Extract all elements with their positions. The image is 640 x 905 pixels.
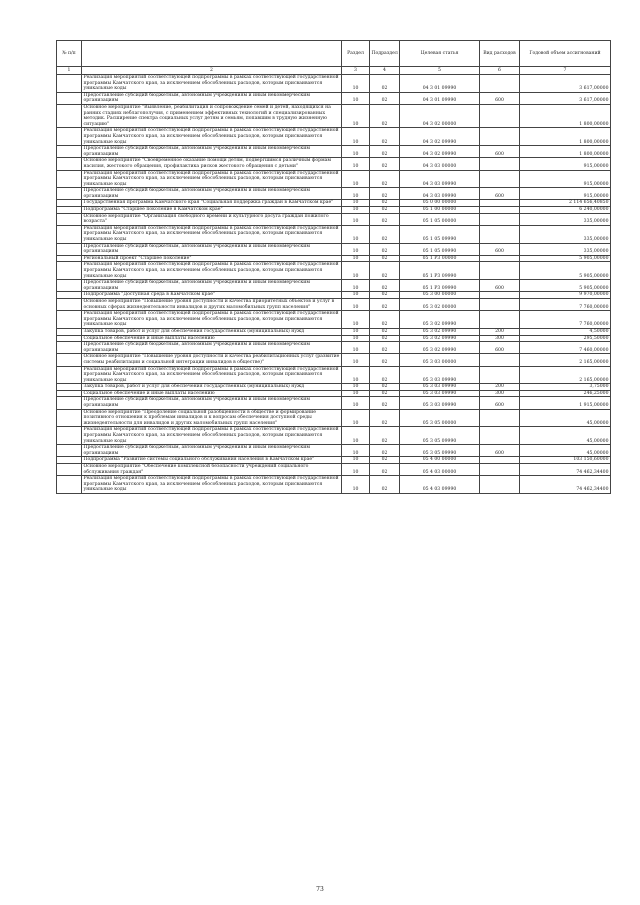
row-expense-type-cell <box>480 213 520 225</box>
column-number: 7 <box>520 67 611 75</box>
row-amount-cell: 4,50000 <box>520 328 611 335</box>
row-expense-type-cell: 600 <box>480 342 520 354</box>
row-number-cell <box>57 311 82 329</box>
page-number: 73 <box>316 886 324 893</box>
row-target-article-cell: 05 3 03 09990 <box>400 397 480 409</box>
row-section-cell: 10 <box>342 311 370 329</box>
row-number-cell <box>57 255 82 262</box>
row-number-cell <box>57 243 82 255</box>
row-expense-type-cell <box>480 476 520 494</box>
row-amount-cell: 335,00000 <box>520 213 611 225</box>
row-target-article-cell: 05 1 00 00000 <box>400 207 480 214</box>
table-row <box>57 225 611 243</box>
row-amount-cell: 915,00000 <box>520 170 611 188</box>
row-number-cell <box>57 213 82 225</box>
row-amount-cell: 74 462,34400 <box>520 464 611 476</box>
row-target-article-cell: 05 3 00 00000 <box>400 292 480 299</box>
row-section-cell: 10 <box>342 457 370 464</box>
row-section-cell: 10 <box>342 384 370 391</box>
row-name-cell: Государственная программа Камчатского края "Социальная поддержка граждан в Камчатском крае" <box>82 200 342 207</box>
row-section-cell: 10 <box>342 207 370 214</box>
row-target-article-cell: 05 3 03 09990 <box>400 390 480 397</box>
column-number: 2 <box>82 67 342 75</box>
row-name-cell: Социальное обеспечение и иные выплаты населению <box>82 390 342 397</box>
row-number-cell <box>57 298 82 310</box>
row-section-cell: 10 <box>342 328 370 335</box>
row-expense-type-cell <box>480 170 520 188</box>
table-row <box>57 200 611 207</box>
row-name-cell: Предоставление субсидий бюджетным, автономным учреждениям и иным некоммерческим организациям <box>82 342 342 354</box>
row-section-cell: 10 <box>342 158 370 170</box>
row-expense-type-cell <box>480 262 520 280</box>
row-amount-cell: 45,00000 <box>520 409 611 427</box>
table-header-row <box>57 41 611 67</box>
table-row <box>57 292 611 299</box>
row-name-cell: Региональный проект "Старшее поколение" <box>82 255 342 262</box>
row-section-cell: 10 <box>342 366 370 384</box>
row-section-cell: 10 <box>342 104 370 127</box>
row-number-cell <box>57 457 82 464</box>
row-name-cell: Предоставление субсидий бюджетным, автономным учреждениям и иным некоммерческим организациям <box>82 188 342 200</box>
row-subsection-cell: 02 <box>370 464 400 476</box>
row-name-cell: Предоставление субсидий бюджетным, автономным учреждениям и иным некоммерческим организациям <box>82 280 342 292</box>
row-number-cell <box>57 292 82 299</box>
row-amount-cell: 6 240,00000 <box>520 207 611 214</box>
row-subsection-cell: 02 <box>370 170 400 188</box>
row-subsection-cell: 02 <box>370 213 400 225</box>
header-target-article: Целевая статья <box>400 41 480 67</box>
row-amount-cell: 3 617,00000 <box>520 75 611 93</box>
table-row <box>57 207 611 214</box>
table-row <box>57 262 611 280</box>
row-subsection-cell: 02 <box>370 311 400 329</box>
row-amount-cell: 5 905,00000 <box>520 255 611 262</box>
row-number-cell <box>57 445 82 457</box>
row-expense-type-cell: 600 <box>480 397 520 409</box>
row-name-cell: Основное мероприятие "Повышение уровня доступности и качества реабилитационных услуг (развитие системы реабилитации и социальной интеграции инвалидов в обществе)" <box>82 354 342 366</box>
row-expense-type-cell <box>480 75 520 93</box>
table-row <box>57 280 611 292</box>
row-number-cell <box>57 384 82 391</box>
column-number: 1 <box>57 67 82 75</box>
row-subsection-cell: 02 <box>370 128 400 146</box>
row-name-cell: Основное мероприятие "Повышение уровня доступности и качества приоритетных объектов и услуг в основных сферах жизнедеятельности инвалидов и других маломобильных групп населения" <box>82 298 342 310</box>
table-row <box>57 92 611 104</box>
row-number-cell <box>57 225 82 243</box>
row-amount-cell: 2 114 656,40850 <box>520 200 611 207</box>
row-name-cell: Реализация мероприятий соответствующей подпрограммы в рамках соответствующей государственной программы Камчатского края, за исключением обособленных расходов, которым присваиваются уникальные коды <box>82 225 342 243</box>
table-row <box>57 464 611 476</box>
row-target-article-cell: 05 3 02 09990 <box>400 335 480 342</box>
table-row <box>57 335 611 342</box>
row-name-cell: Реализация мероприятий соответствующей подпрограммы в рамках соответствующей государственной программы Камчатского края, за исключением обособленных расходов, которым присваиваются уникальные коды <box>82 128 342 146</box>
column-number: 6 <box>480 67 520 75</box>
row-expense-type-cell: 600 <box>480 146 520 158</box>
row-number-cell <box>57 390 82 397</box>
row-section-cell: 10 <box>342 354 370 366</box>
row-name-cell: Социальное обеспечение и иные выплаты населению <box>82 335 342 342</box>
column-number: 4 <box>370 67 400 75</box>
header-section: Раздел <box>342 41 370 67</box>
row-amount-cell: 1 915,00000 <box>520 397 611 409</box>
table-row <box>57 146 611 158</box>
row-number-cell <box>57 354 82 366</box>
row-target-article-cell: 05 3 05 09990 <box>400 427 480 445</box>
row-name-cell: Предоставление субсидий бюджетным, автономным учреждениям и иным некоммерческим организациям <box>82 243 342 255</box>
row-target-article-cell: 05 3 02 09990 <box>400 328 480 335</box>
row-subsection-cell: 02 <box>370 225 400 243</box>
row-number-cell <box>57 427 82 445</box>
row-number-cell <box>57 476 82 494</box>
row-expense-type-cell <box>480 409 520 427</box>
row-number-cell <box>57 92 82 104</box>
row-section-cell: 10 <box>342 292 370 299</box>
row-subsection-cell: 02 <box>370 146 400 158</box>
row-section-cell: 10 <box>342 280 370 292</box>
row-number-cell <box>57 262 82 280</box>
row-target-article-cell: 05 1 05 09990 <box>400 243 480 255</box>
row-expense-type-cell <box>480 366 520 384</box>
row-expense-type-cell: 600 <box>480 445 520 457</box>
row-number-cell <box>57 335 82 342</box>
header-no: № п/п <box>57 41 82 67</box>
row-section-cell: 10 <box>342 255 370 262</box>
row-target-article-cell: 05 3 03 09990 <box>400 384 480 391</box>
row-target-article-cell: 05 0 00 00000 <box>400 200 480 207</box>
row-target-article-cell: 05 3 03 09990 <box>400 366 480 384</box>
row-subsection-cell: 02 <box>370 390 400 397</box>
row-subsection-cell: 02 <box>370 366 400 384</box>
row-subsection-cell: 02 <box>370 255 400 262</box>
row-name-cell: Предоставление субсидий бюджетным, автономным учреждениям и иным некоммерческим организациям <box>82 146 342 158</box>
row-target-article-cell: 05 1 05 09990 <box>400 225 480 243</box>
row-amount-cell: 1 800,00000 <box>520 128 611 146</box>
row-target-article-cell: 05 4 03 00000 <box>400 464 480 476</box>
row-name-cell: Закупка товаров, работ и услуг для обеспечения государственных (муниципальных) нужд <box>82 328 342 335</box>
row-amount-cell: 1 800,00000 <box>520 146 611 158</box>
row-target-article-cell: 05 1 P3 09990 <box>400 262 480 280</box>
row-section-cell: 10 <box>342 445 370 457</box>
row-amount-cell: 103 150,60000 <box>520 457 611 464</box>
table-row <box>57 366 611 384</box>
table-row <box>57 354 611 366</box>
table-row <box>57 243 611 255</box>
row-expense-type-cell <box>480 298 520 310</box>
row-subsection-cell: 02 <box>370 335 400 342</box>
row-expense-type-cell <box>480 207 520 214</box>
row-subsection-cell: 02 <box>370 342 400 354</box>
row-section-cell: 10 <box>342 427 370 445</box>
row-subsection-cell: 02 <box>370 75 400 93</box>
row-amount-cell: 335,00000 <box>520 243 611 255</box>
row-name-cell: Реализация мероприятий соответствующей подпрограммы в рамках соответствующей государственной программы Камчатского края, за исключением обособленных расходов, которым присваиваются уникальные коды <box>82 170 342 188</box>
row-subsection-cell: 02 <box>370 445 400 457</box>
row-target-article-cell: 05 4 03 09990 <box>400 476 480 494</box>
row-subsection-cell: 02 <box>370 457 400 464</box>
row-name-cell: Подпрограмма "Старшее поколение в Камчатском крае" <box>82 207 342 214</box>
table-row <box>57 75 611 93</box>
row-expense-type-cell: 600 <box>480 280 520 292</box>
table-row <box>57 311 611 329</box>
row-number-cell <box>57 170 82 188</box>
row-number-cell <box>57 397 82 409</box>
row-target-article-cell: 05 3 05 09990 <box>400 445 480 457</box>
row-section-cell: 10 <box>342 464 370 476</box>
column-number-row <box>57 67 611 75</box>
row-section-cell: 10 <box>342 298 370 310</box>
row-target-article-cell: 04 3 03 00000 <box>400 158 480 170</box>
row-subsection-cell: 02 <box>370 328 400 335</box>
row-target-article-cell: 04 3 03 09990 <box>400 188 480 200</box>
row-expense-type-cell: 300 <box>480 390 520 397</box>
row-target-article-cell: 04 3 02 09990 <box>400 128 480 146</box>
row-amount-cell: 9 970,00000 <box>520 292 611 299</box>
row-number-cell <box>57 280 82 292</box>
table-row <box>57 457 611 464</box>
row-section-cell: 10 <box>342 335 370 342</box>
row-name-cell: Закупка товаров, работ и услуг для обеспечения государственных (муниципальных) нужд <box>82 384 342 391</box>
row-section-cell: 10 <box>342 243 370 255</box>
row-target-article-cell: 04 3 01 09990 <box>400 92 480 104</box>
header-subsection: Подраздел <box>370 41 400 67</box>
table-row <box>57 445 611 457</box>
row-number-cell <box>57 158 82 170</box>
row-expense-type-cell: 300 <box>480 335 520 342</box>
row-subsection-cell: 02 <box>370 243 400 255</box>
row-number-cell <box>57 146 82 158</box>
table-row <box>57 342 611 354</box>
table-row <box>57 384 611 391</box>
row-subsection-cell: 02 <box>370 292 400 299</box>
row-amount-cell: 246,25000 <box>520 390 611 397</box>
row-subsection-cell: 02 <box>370 104 400 127</box>
row-name-cell: Подпрограмма "Развитие системы социального обслуживания населения в Камчатском крае" <box>82 457 342 464</box>
row-target-article-cell: 05 3 05 00000 <box>400 409 480 427</box>
row-subsection-cell: 02 <box>370 384 400 391</box>
row-target-article-cell: 04 3 01 09990 <box>400 75 480 93</box>
row-section-cell: 10 <box>342 225 370 243</box>
row-section-cell: 10 <box>342 128 370 146</box>
row-expense-type-cell <box>480 158 520 170</box>
row-section-cell: 10 <box>342 262 370 280</box>
row-number-cell <box>57 128 82 146</box>
row-expense-type-cell: 200 <box>480 328 520 335</box>
row-expense-type-cell <box>480 464 520 476</box>
row-name-cell: Предоставление субсидий бюджетным, автономным учреждениям и иным некоммерческим организациям <box>82 445 342 457</box>
row-number-cell <box>57 200 82 207</box>
header-name <box>82 41 342 67</box>
table-row <box>57 188 611 200</box>
row-subsection-cell: 02 <box>370 207 400 214</box>
row-amount-cell: 1 800,00000 <box>520 104 611 127</box>
table-row <box>57 298 611 310</box>
row-name-cell: Реализация мероприятий соответствующей подпрограммы в рамках соответствующей государственной программы Камчатского края, за исключением обособленных расходов, которым присваиваются уникальные коды <box>82 75 342 93</box>
row-section-cell: 10 <box>342 188 370 200</box>
row-number-cell <box>57 464 82 476</box>
row-name-cell: Реализация мероприятий соответствующей подпрограммы в рамках соответствующей государственной программы Камчатского края, за исключением обособленных расходов, которым присваиваются уникальные коды <box>82 476 342 494</box>
row-target-article-cell: 04 3 02 00000 <box>400 104 480 127</box>
row-amount-cell: 3,75000 <box>520 384 611 391</box>
row-number-cell <box>57 188 82 200</box>
row-subsection-cell: 02 <box>370 92 400 104</box>
row-subsection-cell: 02 <box>370 298 400 310</box>
row-amount-cell: 915,00000 <box>520 188 611 200</box>
row-expense-type-cell <box>480 427 520 445</box>
row-name-cell: Основное мероприятие "Преодоление социальной разобщенности в обществе и формирование позитивного отношения к проблемам инвалидов и к вопросам обеспечения доступной среды жизнедеятельности для инвалидов и других маломобильных групп населения" <box>82 409 342 427</box>
budget-table <box>56 40 611 494</box>
row-section-cell: 10 <box>342 397 370 409</box>
row-number-cell <box>57 104 82 127</box>
table-body <box>57 75 611 494</box>
table-row <box>57 128 611 146</box>
row-target-article-cell: 05 3 03 00000 <box>400 354 480 366</box>
row-amount-cell: 2 165,00000 <box>520 366 611 384</box>
row-target-article-cell: 05 1 P3 00000 <box>400 255 480 262</box>
row-target-article-cell: 05 3 02 09990 <box>400 311 480 329</box>
row-subsection-cell: 02 <box>370 280 400 292</box>
column-number: 3 <box>342 67 370 75</box>
table-row <box>57 255 611 262</box>
row-expense-type-cell: 200 <box>480 384 520 391</box>
row-section-cell: 10 <box>342 390 370 397</box>
row-section-cell: 10 <box>342 170 370 188</box>
row-expense-type-cell <box>480 292 520 299</box>
row-number-cell <box>57 342 82 354</box>
table-row <box>57 158 611 170</box>
row-name-cell: Реализация мероприятий соответствующей подпрограммы в рамках соответствующей государственной программы Камчатского края, за исключением обособленных расходов, которым присваиваются уникальные коды <box>82 311 342 329</box>
row-name-cell: Основное мероприятие "Своевременное оказание помощи детям, подвергшимся различным формам насилия, жестокого обращения, профилактика рисков жестокого обращения с детьми" <box>82 158 342 170</box>
row-name-cell: Основное мероприятие "Организация свободного времени и культурного досуга граждан пожилого возраста" <box>82 213 342 225</box>
row-target-article-cell: 05 3 02 00000 <box>400 298 480 310</box>
row-number-cell <box>57 409 82 427</box>
row-subsection-cell: 02 <box>370 354 400 366</box>
row-section-cell: 10 <box>342 200 370 207</box>
row-section-cell: 10 <box>342 213 370 225</box>
row-target-article-cell: 05 4 00 00000 <box>400 457 480 464</box>
row-number-cell <box>57 207 82 214</box>
row-expense-type-cell <box>480 311 520 329</box>
header-annual-volume: Годовой объем ассигнований <box>520 41 611 67</box>
row-expense-type-cell <box>480 225 520 243</box>
row-expense-type-cell: 600 <box>480 92 520 104</box>
row-subsection-cell: 02 <box>370 427 400 445</box>
row-expense-type-cell <box>480 104 520 127</box>
row-subsection-cell: 02 <box>370 158 400 170</box>
row-section-cell: 10 <box>342 476 370 494</box>
row-name-cell: Предоставление субсидий бюджетным, автономным учреждениям и иным некоммерческим организациям <box>82 92 342 104</box>
row-expense-type-cell <box>480 354 520 366</box>
table-row <box>57 390 611 397</box>
row-target-article-cell: 05 3 02 09990 <box>400 342 480 354</box>
table-row <box>57 409 611 427</box>
row-subsection-cell: 02 <box>370 397 400 409</box>
table-row <box>57 213 611 225</box>
row-subsection-cell: 02 <box>370 188 400 200</box>
row-amount-cell: 45,00000 <box>520 445 611 457</box>
row-amount-cell: 5 905,00000 <box>520 262 611 280</box>
row-amount-cell: 7 760,00000 <box>520 298 611 310</box>
row-name-cell: Реализация мероприятий соответствующей подпрограммы в рамках соответствующей государственной программы Камчатского края, за исключением обособленных расходов, которым присваиваются уникальные коды <box>82 262 342 280</box>
table-row <box>57 328 611 335</box>
row-amount-cell: 295,50000 <box>520 335 611 342</box>
table-row <box>57 170 611 188</box>
row-name-cell: Основное мероприятие "Выявление, реабилитация и сопровождение семей и детей, находящихся на ранних стадиях неблагополучия, с применением эффективных технологий и специализированных методик. Расширение спектра социальных услуг детям и семьям, попавшим в трудную жизненную ситуацию" <box>82 104 342 127</box>
row-target-article-cell: 04 3 02 09990 <box>400 146 480 158</box>
row-number-cell <box>57 328 82 335</box>
row-number-cell <box>57 366 82 384</box>
row-subsection-cell: 02 <box>370 200 400 207</box>
row-target-article-cell: 05 1 05 00000 <box>400 213 480 225</box>
row-name-cell: Реализация мероприятий соответствующей подпрограммы в рамках соответствующей государственной программы Камчатского края, за исключением обособленных расходов, которым присваиваются уникальные коды <box>82 366 342 384</box>
row-section-cell: 10 <box>342 342 370 354</box>
row-number-cell <box>57 75 82 93</box>
row-name-cell: Основное мероприятие "Обеспечение комплексной безопасности учреждений социального обслуживания граждан" <box>82 464 342 476</box>
row-amount-cell: 3 617,00000 <box>520 92 611 104</box>
column-number: 5 <box>400 67 480 75</box>
row-expense-type-cell <box>480 457 520 464</box>
table-row <box>57 427 611 445</box>
row-name-cell: Реализация мероприятий соответствующей подпрограммы в рамках соответствующей государственной программы Камчатского края, за исключением обособленных расходов, которым присваиваются уникальные коды <box>82 427 342 445</box>
table-row <box>57 104 611 127</box>
row-amount-cell: 7 460,00000 <box>520 342 611 354</box>
row-expense-type-cell: 600 <box>480 243 520 255</box>
row-subsection-cell: 02 <box>370 409 400 427</box>
row-amount-cell: 335,00000 <box>520 225 611 243</box>
row-name-cell: Предоставление субсидий бюджетным, автономным учреждениям и иным некоммерческим организациям <box>82 397 342 409</box>
row-amount-cell: 74 462,34400 <box>520 476 611 494</box>
row-target-article-cell: 04 3 03 09990 <box>400 170 480 188</box>
row-amount-cell: 915,00000 <box>520 158 611 170</box>
row-amount-cell: 5 905,00000 <box>520 280 611 292</box>
row-section-cell: 10 <box>342 409 370 427</box>
row-amount-cell: 2 165,00000 <box>520 354 611 366</box>
table-row <box>57 397 611 409</box>
row-expense-type-cell <box>480 200 520 207</box>
row-target-article-cell: 05 1 P3 09990 <box>400 280 480 292</box>
row-section-cell: 10 <box>342 92 370 104</box>
row-section-cell: 10 <box>342 75 370 93</box>
row-expense-type-cell: 600 <box>480 188 520 200</box>
row-subsection-cell: 02 <box>370 476 400 494</box>
row-expense-type-cell <box>480 128 520 146</box>
row-name-cell: Подпрограмма "Доступная среда в Камчатском крае" <box>82 292 342 299</box>
row-section-cell: 10 <box>342 146 370 158</box>
row-amount-cell: 7 760,00000 <box>520 311 611 329</box>
table-row <box>57 476 611 494</box>
row-subsection-cell: 02 <box>370 262 400 280</box>
row-amount-cell: 45,00000 <box>520 427 611 445</box>
row-expense-type-cell <box>480 255 520 262</box>
header-expense-type: Вид расходов <box>480 41 520 67</box>
